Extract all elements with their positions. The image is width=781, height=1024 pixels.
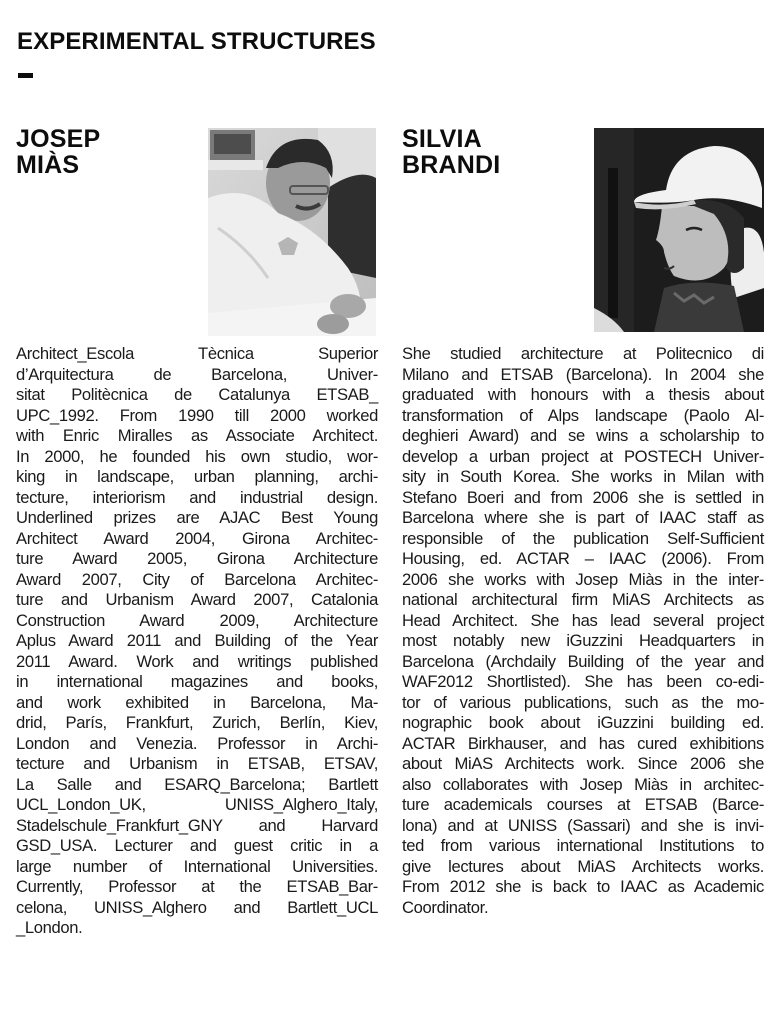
bio-line: Stefano Boeri and from 2006 she is settled in bbox=[402, 487, 764, 507]
bio-line: Underlined prizes are AJAC Best Young bbox=[16, 508, 378, 527]
portrait-photo-icon bbox=[594, 128, 764, 332]
bio-line: Award 2007, City of Barcelona Architec- bbox=[16, 569, 378, 589]
name-line: MIÀS bbox=[16, 151, 80, 179]
bio-line: graduated with honours with a thesis about bbox=[402, 385, 764, 404]
bio-line: ted from various international Institutions to bbox=[402, 836, 764, 855]
bio-line: 2006 she works with Josep Miàs in the inter- bbox=[402, 569, 764, 589]
bio-line: Housing, ed. ACTAR – IAAC (2006). From bbox=[402, 549, 764, 568]
name-line: BRANDI bbox=[402, 151, 501, 179]
bio-line: ture Award 2005, Girona Architecture bbox=[16, 549, 378, 568]
bio-line: WAF2012 Shortlisted). She has been co-edi- bbox=[402, 672, 764, 691]
title-dash-divider bbox=[18, 73, 33, 78]
page-title: EXPERIMENTAL STRUCTURES bbox=[17, 28, 376, 55]
profile-name-josep bbox=[16, 126, 100, 178]
bio-text-josep bbox=[16, 344, 378, 939]
bio-line: sity in South Korea. She works in Milan with bbox=[402, 467, 764, 486]
bio-line: transformation of Alps landscape (Paolo Al- bbox=[402, 405, 764, 425]
bio-line: ture academicals courses at ETSAB (Barce- bbox=[402, 795, 764, 814]
bio-line: with Enric Miralles as Associate Architect. bbox=[16, 426, 378, 445]
bio-line: also collaborates with Josep Miàs in architec- bbox=[402, 774, 764, 794]
bio-line: sitat Politècnica de Catalunya ETSAB_ bbox=[16, 385, 378, 404]
portrait-photo-icon bbox=[208, 128, 376, 336]
bio-line: Stadelschule_Frankfurt_GNY and Harvard bbox=[16, 815, 378, 835]
bio-line: In 2000, he founded his own studio, wor- bbox=[16, 446, 378, 466]
bio-line: and work exhibited in Barcelona, Ma- bbox=[16, 692, 378, 712]
portrait-photo-josep bbox=[208, 128, 376, 336]
bio-line: national architectural firm MiAS Architects as bbox=[402, 590, 764, 609]
bio-line: in international magazines and books, bbox=[16, 672, 378, 691]
bio-line: Architect_Escola Tècnica Superior bbox=[16, 344, 378, 363]
bio-line: London and Venezia. Professor in Archi- bbox=[16, 733, 378, 753]
bio-line: develop a urban project at POSTECH Univer- bbox=[402, 446, 764, 466]
bio-line: celona, UNISS_Alghero and Bartlett_UCL bbox=[16, 897, 378, 917]
bio-text-silvia bbox=[402, 344, 764, 918]
bio-line: drid, París, Frankfurt, Zurich, Berlín, Kiev, bbox=[16, 713, 378, 732]
bio-line: deghieri Award) and se wins a scholarship to bbox=[402, 426, 764, 445]
bio-line: Currently, Professor at the ETSAB_Bar- bbox=[16, 877, 378, 896]
bio-line: ture and Urbanism Award 2007, Catalonia bbox=[16, 590, 378, 609]
bio-line: tecture, interiorism and industrial design. bbox=[16, 487, 378, 507]
bio-line: Barcelona (Archdaily Building of the year and bbox=[402, 651, 764, 671]
bio-line: _London. bbox=[16, 918, 83, 937]
bio-line: most notably new iGuzzini Headquarters in bbox=[402, 631, 764, 650]
bio-line: lona) and at UNISS (Sassari) and she is invi- bbox=[402, 815, 764, 835]
name-line: JOSEP bbox=[16, 125, 101, 153]
bio-line: nographic book about iGuzzini building ed. bbox=[402, 713, 764, 732]
bio-line: Barcelona where she is part of IAAC staff as bbox=[402, 508, 764, 527]
bio-line: La Salle and ESARQ_Barcelona; Bartlett bbox=[16, 774, 378, 794]
portrait-photo-silvia bbox=[594, 128, 764, 332]
bio-line: Aplus Award 2011 and Building of the Year bbox=[16, 631, 378, 650]
bio-line: responsible of the publication Self-Sufficient bbox=[402, 528, 764, 548]
bio-line: Milano and ETSAB (Barcelona). In 2004 she bbox=[402, 364, 764, 384]
bio-line: d’Arquitectura de Barcelona, Univer- bbox=[16, 364, 378, 384]
bio-line: Head Architect. She has lead several project bbox=[402, 610, 764, 630]
bio-line: ACTAR Birkhauser, and has cured exhibitions bbox=[402, 733, 764, 753]
bio-line: From 2012 she is back to IAAC as Academic bbox=[402, 877, 764, 896]
bio-line: tecture and Urbanism in ETSAB, ETSAV, bbox=[16, 754, 378, 773]
bio-line: Architect Award 2004, Girona Architec- bbox=[16, 528, 378, 548]
bio-line: She studied architecture at Politecnico di bbox=[402, 344, 764, 363]
bio-line: UPC_1992. From 1990 till 2000 worked bbox=[16, 405, 378, 425]
bio-line: give lectures about MiAS Architects works. bbox=[402, 856, 764, 876]
bio-line: Coordinator. bbox=[402, 897, 489, 917]
bio-line: 2011 Award. Work and writings published bbox=[16, 651, 378, 671]
name-line: SILVIA bbox=[402, 125, 482, 153]
bio-line: GSD_USA. Lecturer and guest critic in a bbox=[16, 836, 378, 855]
bio-line: tor of various publications, such as the mo- bbox=[402, 692, 764, 712]
bio-line: large number of International Universities. bbox=[16, 856, 378, 876]
profile-name-silvia bbox=[402, 126, 500, 178]
bio-line: UCL_London_UK, UNISS_Alghero_Italy, bbox=[16, 795, 378, 814]
bio-line: about MiAS Architects work. Since 2006 she bbox=[402, 754, 764, 773]
bio-line: Construction Award 2009, Architecture bbox=[16, 610, 378, 630]
bio-line: king in landscape, urban planning, archi- bbox=[16, 467, 378, 486]
